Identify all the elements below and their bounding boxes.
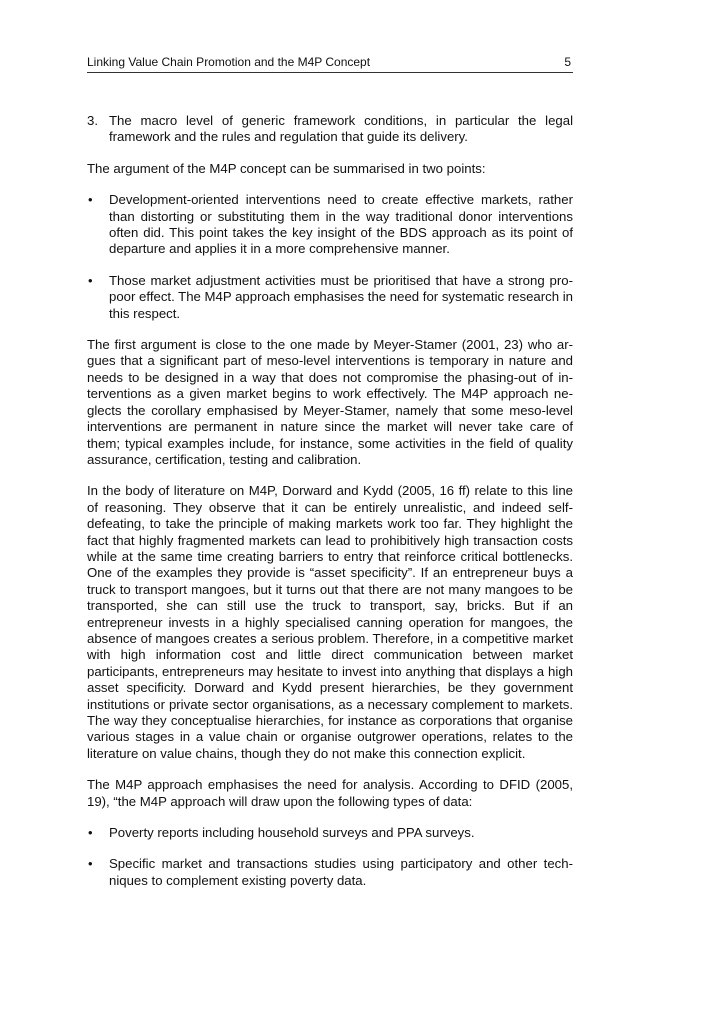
bullet-text: Those market adjustment activities must be prioritised that have a strong pro-poor effect. The M4P approach emphasises the need for systematic research in this respect. (109, 272, 574, 321)
bullet-item (87, 192, 573, 258)
bullet-icon: • (88, 856, 93, 872)
list-item-text: The macro level of generic framework conditions, in particular the legal framework and the rules and regulation that guide its delivery. (109, 113, 573, 145)
paragraph: The argument of the M4P concept can be summarised in two points: (87, 160, 486, 176)
bullet-text: Specific market and transactions studies using participatory and other techniques to complement existing poverty data. (109, 856, 573, 888)
bullet-icon: • (88, 192, 93, 208)
bullet-item (87, 273, 573, 322)
header-title: Linking Value Chain Promotion and the M4P Concept (87, 55, 371, 69)
page-number: 5 (564, 55, 571, 69)
bullet-text: Development-oriented interventions need to create effective markets, rather than distorting or substituting them in the way traditional donor interventions often did. This point takes the key insight of the BDS approach as its point of departure and applies it in a more comprehensive manner. (109, 192, 573, 257)
bullet-text: Poverty reports including household surveys and PPA surveys. (109, 825, 475, 841)
paragraph: The M4P approach emphasises the need for analysis. According to DFID (2005, 19), “the M4P approach will draw upon the following types of data: (87, 777, 573, 809)
paragraph: In the body of literature on M4P, Dorward and Kydd (2005, 16 ff) relate to this line of reasoning. They observe that it can be entirely unrealistic, and indeed self-defeating, to take the principle of making markets work too far. They highlight the fact that highly fragmented markets can lead to prohibitively high transaction costs while at the same time creating barriers to entry that reinforce critical bottlenecks. One of the examples they provide is “asset specificity”. If an entrepreneur buys a truck to transport mangoes, but it turns out that there are not many mangoes to be transported, she can still use the truck to transport, say, bricks. But if an entrepreneur invests in a highly specialised canning operation for mangoes, the absence of mangoes creates a serious problem. Therefore, in a competitive market with high information cost and little direct communication between market participants, entrepreneurs may hesitate to invest into anything that displays a high asset specificity. Dorward and Kydd present hierarchies, be they government institutions or private sector organisations, as a necessary complement to markets. The way they conceptualise hierarchies, for instance as corporations that organise various stages in a value chain or organise outgrower operations, relates to the literature on value chains, though they do not make this connection explicit. (87, 483, 573, 761)
bullet-icon: • (88, 272, 93, 288)
list-number: 3. (87, 113, 98, 128)
document-body (87, 113, 573, 904)
numbered-list-item (87, 113, 573, 146)
paragraph: The first argument is close to the one made by Meyer-Stamer (2001, 23) who argues that a significant part of meso-level interventions is temporary in nature and needs to be designed in a way that does not compromise the phasing-out of interventions as a given market begins to work effectively. The M4P approach neglects the corollary emphasised by Meyer-Stamer, namely that some meso-level interventions are permanent in nature since the market will never take care of them; typical examples include, for instance, some activities in the field of quality assurance, certification, testing and calibration. (87, 337, 573, 467)
bullet-item (87, 856, 573, 889)
running-header (87, 52, 573, 73)
bullet-item (87, 825, 573, 841)
bullet-icon: • (88, 825, 93, 841)
